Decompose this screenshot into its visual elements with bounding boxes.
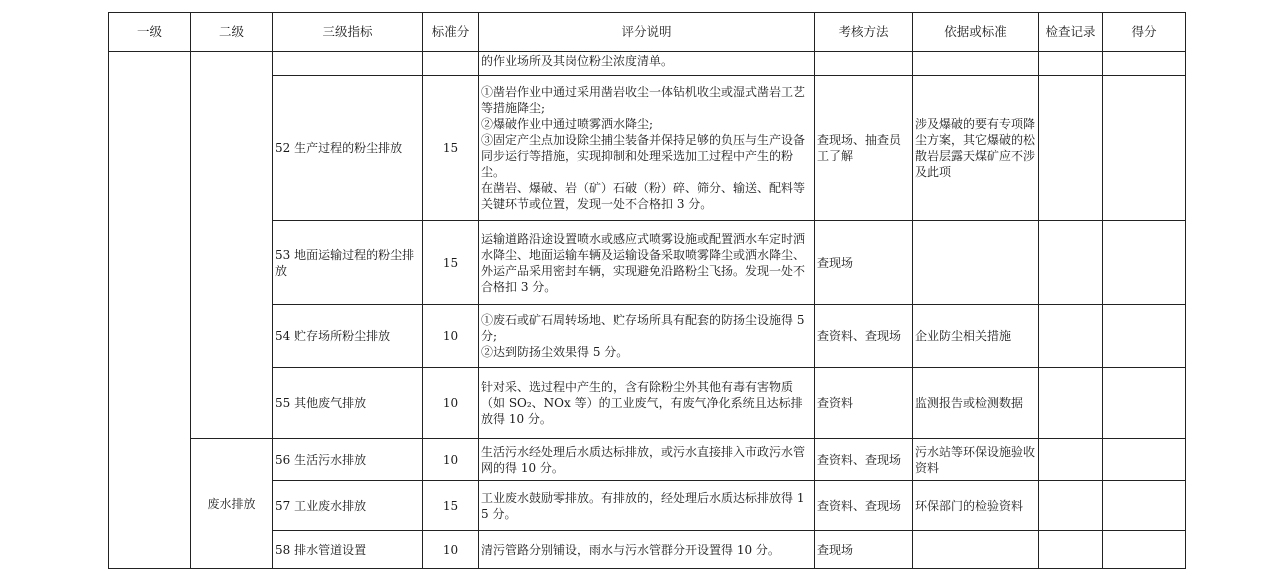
- indicator-cell: 57 工业废水排放: [273, 481, 423, 531]
- standard-score-cell: 15: [423, 76, 479, 221]
- record-cell[interactable]: [1039, 52, 1103, 76]
- basis-cell: 涉及爆破的要有专项降尘方案，其它爆破的松散岩层露天煤矿应不涉及此项: [913, 76, 1039, 221]
- score-cell[interactable]: [1103, 305, 1186, 368]
- score-cell[interactable]: [1103, 439, 1186, 481]
- description-line: 在凿岩、爆破、岩（矿）石破（粉）碎、筛分、输送、配料等关键环节或位置，发现一处不合格扣 3 分。: [481, 181, 806, 211]
- header-row: [109, 13, 1186, 52]
- description-line: ①凿岩作业中通过采用凿岩收尘一体钻机收尘或湿式凿岩工艺等措施降尘;: [481, 85, 806, 115]
- description-cell: [479, 52, 815, 76]
- header-record: 检查记录: [1039, 13, 1103, 52]
- score-cell[interactable]: [1103, 76, 1186, 221]
- description-line: ③固定产尘点加设除尘捕尘装备并保持足够的负压与生产设备同步运行等措施，实现抑制和处理采选加工过程中产生的粉尘。: [481, 133, 806, 179]
- indicator-cell: [273, 52, 423, 76]
- description-cell: [479, 221, 815, 305]
- method-cell: 查现场: [815, 531, 913, 569]
- score-cell[interactable]: [1103, 221, 1186, 305]
- standard-score-cell: 10: [423, 439, 479, 481]
- header-description: 评分说明: [479, 13, 815, 52]
- description-line: 工业废水鼓励零排放。有排放的，经处理后水质达标排放得 15 分。: [481, 490, 805, 521]
- standard-score-cell: 15: [423, 221, 479, 305]
- description-line: 的作业场所及其岗位粉尘浓度清单。: [481, 54, 674, 68]
- method-cell: 查现场: [815, 221, 913, 305]
- standard-score-cell: [423, 52, 479, 76]
- record-cell[interactable]: [1039, 531, 1103, 569]
- header-level2: 二级: [191, 13, 273, 52]
- table-row: [109, 439, 1186, 481]
- record-cell[interactable]: [1039, 439, 1103, 481]
- record-cell[interactable]: [1039, 305, 1103, 368]
- description-line: 针对采、选过程中产生的，含有除粉尘外其他有毒有害物质（如 SO₂、NOx 等）的工业废气，有废气净化系统且达标排放得 10 分。: [481, 380, 803, 426]
- header-level1: 一级: [109, 13, 191, 52]
- method-cell: 查资料、查现场: [815, 439, 913, 481]
- basis-cell: 污水站等环保设施验收资料: [913, 439, 1039, 481]
- level2-cell: [191, 52, 273, 439]
- score-cell[interactable]: [1103, 368, 1186, 439]
- level2-group-wastewater: 废水排放: [191, 439, 273, 569]
- record-cell[interactable]: [1039, 221, 1103, 305]
- method-cell: 查资料: [815, 368, 913, 439]
- description-cell: [479, 439, 815, 481]
- header-basis: 依据或标准: [913, 13, 1039, 52]
- description-line: ①废石或矿石周转场地、贮存场所具有配套的防扬尘设施得 5 分;: [481, 313, 805, 343]
- score-cell[interactable]: [1103, 531, 1186, 569]
- standard-score-cell: 10: [423, 305, 479, 368]
- indicator-cell: 55 其他废气排放: [273, 368, 423, 439]
- basis-cell: 企业防尘相关措施: [913, 305, 1039, 368]
- header-method: 考核方法: [815, 13, 913, 52]
- description-line: 清污管路分别铺设，雨水与污水管群分开设置得 10 分。: [481, 542, 780, 557]
- standard-score-cell: 10: [423, 531, 479, 569]
- record-cell[interactable]: [1039, 368, 1103, 439]
- header-score: 得分: [1103, 13, 1186, 52]
- description-cell: [479, 531, 815, 569]
- description-line: ②爆破作业中通过喷雾洒水降尘;: [481, 117, 654, 131]
- evaluation-table: [108, 12, 1186, 569]
- description-cell: [479, 76, 815, 221]
- basis-cell: 环保部门的检验资料: [913, 481, 1039, 531]
- header-level3: 三级指标: [273, 13, 423, 52]
- description-cell: [479, 305, 815, 368]
- description-line: 生活污水经处理后水质达标排放，或污水直接排入市政污水管网的得 10 分。: [481, 444, 806, 475]
- indicator-cell: 52 生产过程的粉尘排放: [273, 76, 423, 221]
- score-cell[interactable]: [1103, 52, 1186, 76]
- record-cell[interactable]: [1039, 76, 1103, 221]
- record-cell[interactable]: [1039, 481, 1103, 531]
- score-cell[interactable]: [1103, 481, 1186, 531]
- header-standard-score: 标准分: [423, 13, 479, 52]
- basis-cell: [913, 531, 1039, 569]
- description-cell: [479, 368, 815, 439]
- description-cell: [479, 481, 815, 531]
- description-line: 运输道路沿途设置喷水或感应式喷雾设施或配置洒水车定时洒水降尘、地面运输车辆及运输设备采取喷雾降尘或洒水降尘、外运产品采用密封车辆，实现避免沿路粉尘飞扬。发现一处不合格扣 3 分。: [481, 231, 806, 294]
- standard-score-cell: 15: [423, 481, 479, 531]
- basis-cell: [913, 52, 1039, 76]
- indicator-cell: 58 排水管道设置: [273, 531, 423, 569]
- method-cell: 查现场、抽查员工了解: [815, 76, 913, 221]
- description-line: ②达到防扬尘效果得 5 分。: [481, 345, 629, 359]
- method-cell: 查资料、查现场: [815, 481, 913, 531]
- indicator-cell: 54 贮存场所粉尘排放: [273, 305, 423, 368]
- indicator-cell: 53 地面运输过程的粉尘排放: [273, 221, 423, 305]
- basis-cell: [913, 221, 1039, 305]
- table-row: [109, 52, 1186, 76]
- indicator-cell: 56 生活污水排放: [273, 439, 423, 481]
- basis-cell: 监测报告或检测数据: [913, 368, 1039, 439]
- standard-score-cell: 10: [423, 368, 479, 439]
- method-cell: 查资料、查现场: [815, 305, 913, 368]
- level1-cell: [109, 52, 191, 569]
- method-cell: [815, 52, 913, 76]
